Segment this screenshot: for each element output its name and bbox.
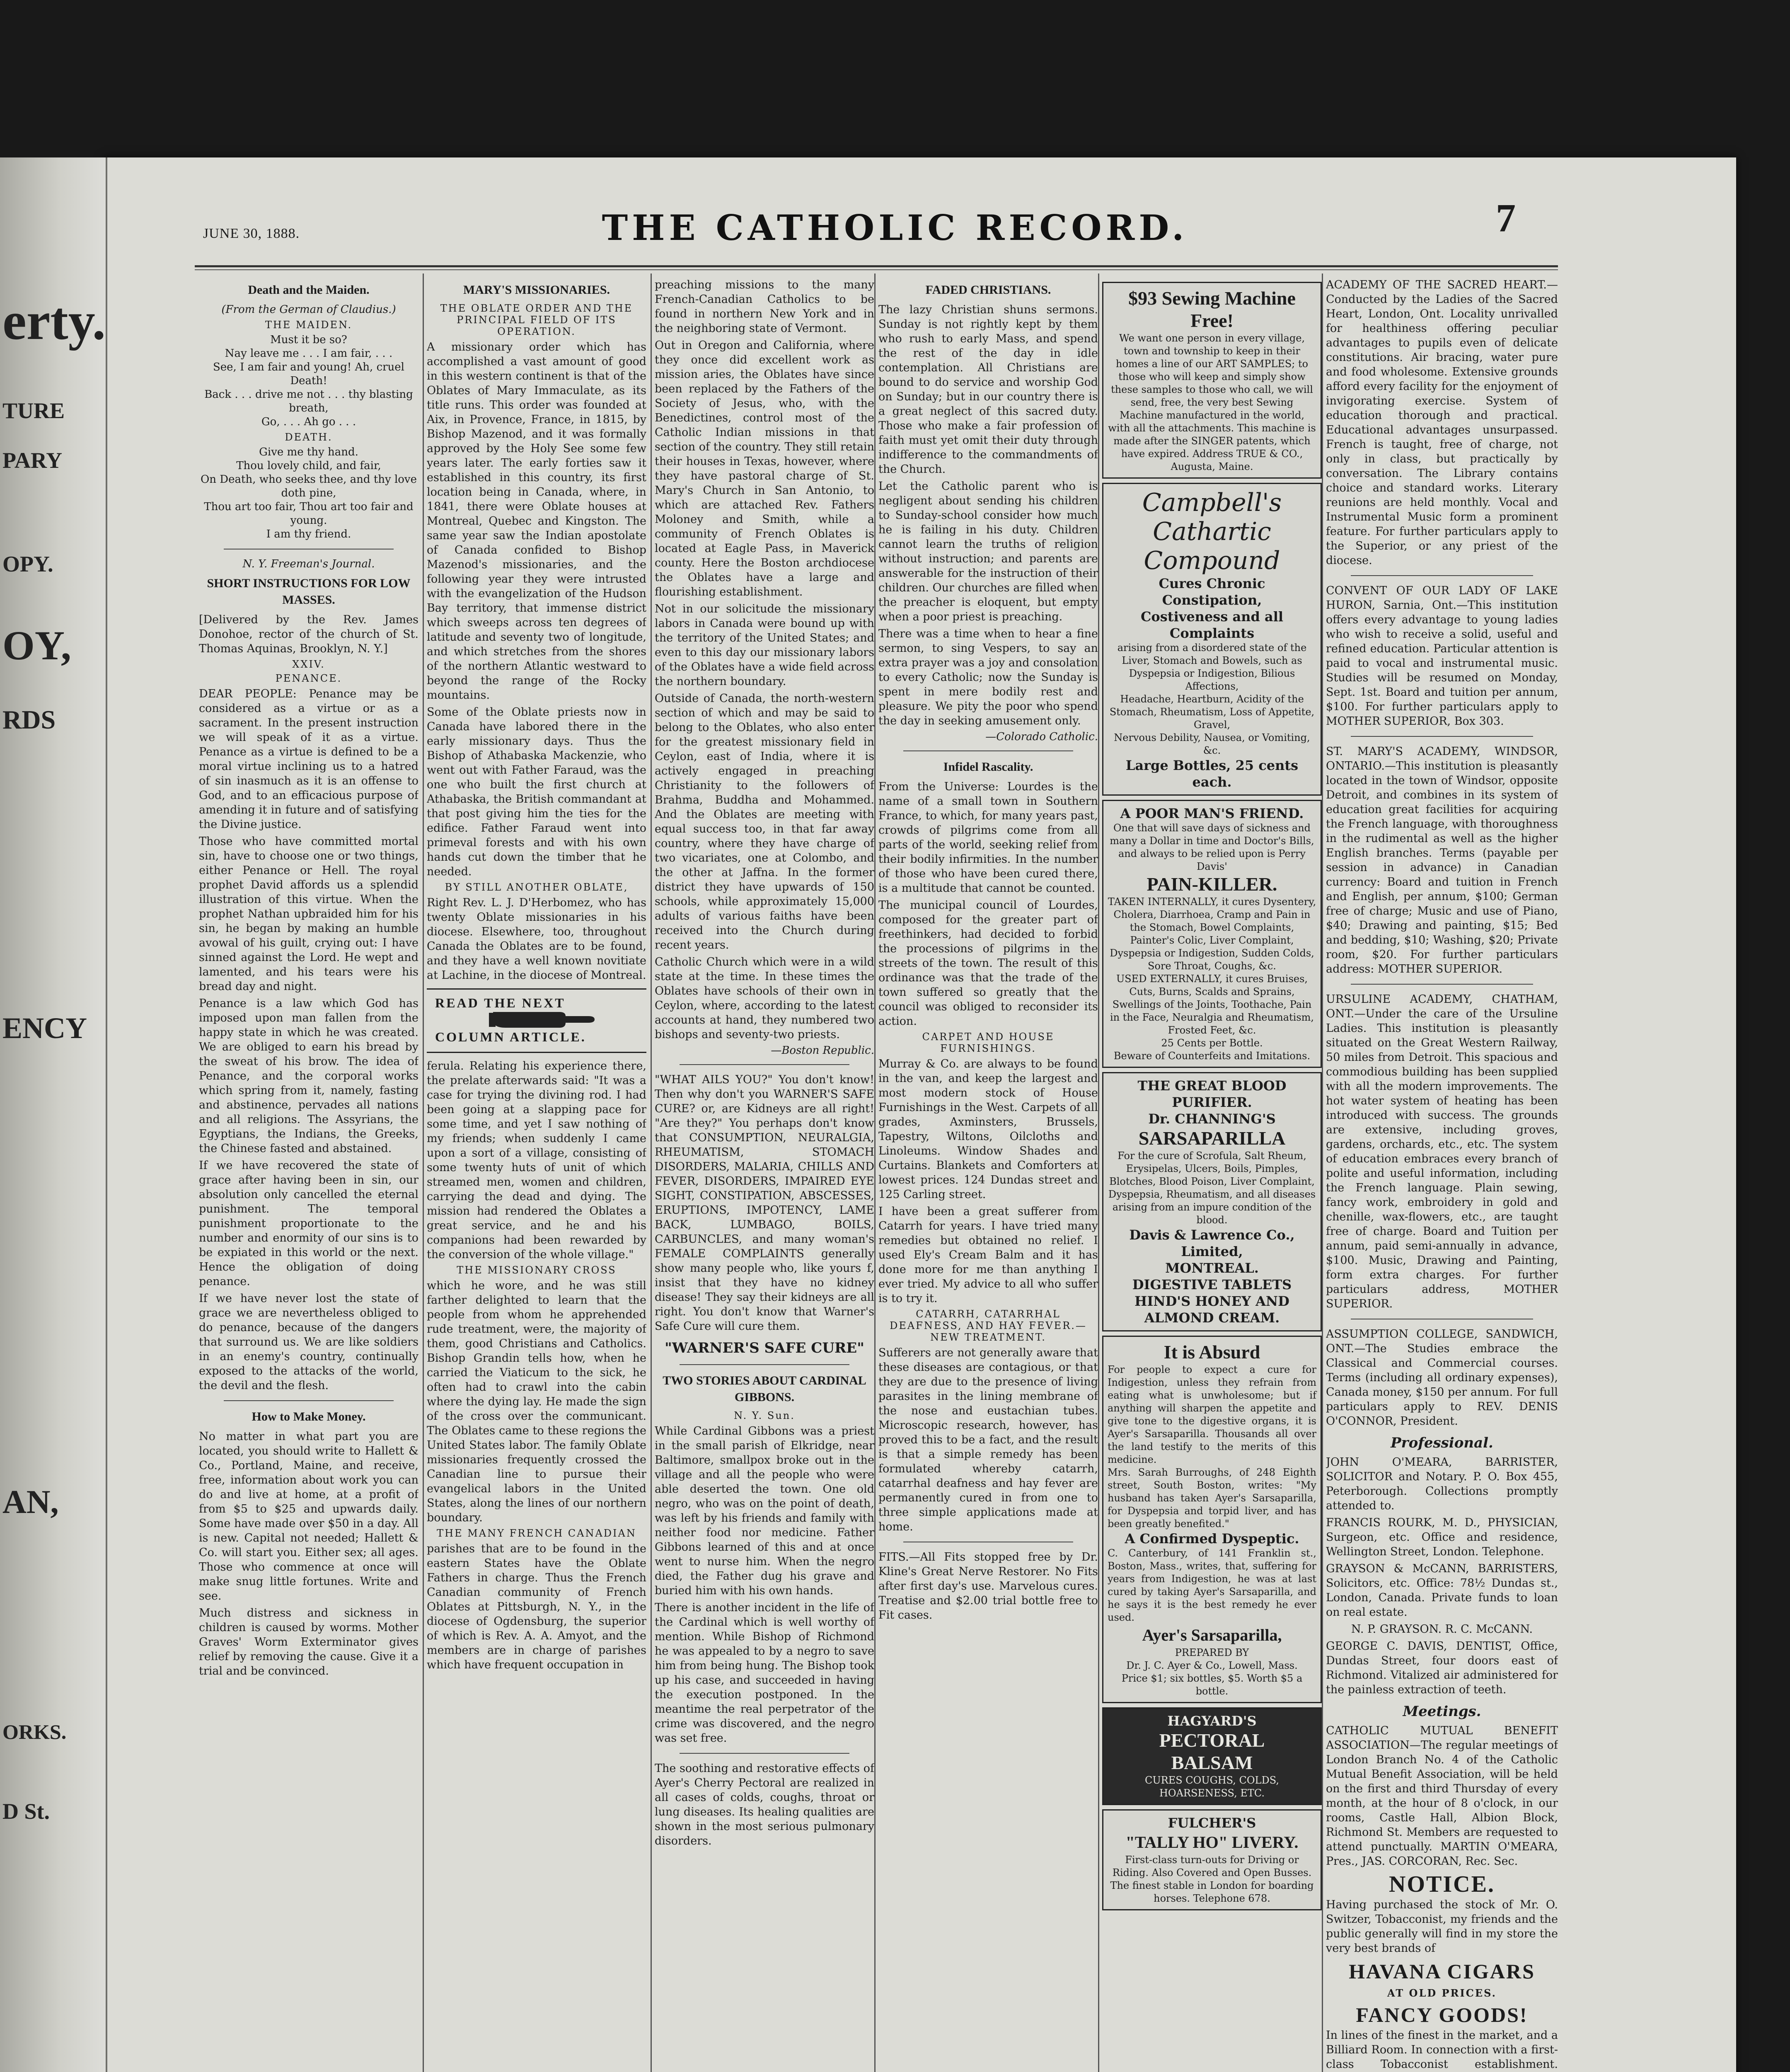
article-paragraph: The municipal council of Lourdes, composed for the greater part of freethinkers, had decided to forbid the processions of pilgrims in the streets of the town. The result of this ordinance was that the trade of the town suffered so greatly that the council was obliged to reconsider its action. — [878, 899, 1098, 1028]
article-paragraph: The lazy Christian shuns sermons. Sunday is not rightly kept by them who rush to early Mass, and spend the rest of the day in idle contemplation. All Christians are bound to do service and worship God on Sunday; but in our country there is a great neglect of this sacred duty. Those who make a fair profession of faith must yet omit their duty through indifference to the commandments of the Church. — [878, 303, 1098, 476]
notice-heading: NOTICE. — [1389, 1871, 1495, 1897]
ad-line: Nervous Debility, Nausea, or Vomiting, &c. — [1114, 732, 1310, 756]
pain-killer-ad — [1102, 800, 1322, 1068]
article-subhead: PENANCE. — [275, 673, 342, 684]
meeting-notice: CATHOLIC MUTUAL BENEFIT ASSOCIATION—The regular meetings of London Branch No. 4 of the Catholic Mutual Benefit Association, will be held on the first and third Thursday of every month, at the hour of 8 o'clock, in our rooms, Castle Hall, Albion Block, Richmond St. Members are requested to attend punctually. MARTIN O'MEARA, Pres., JAS. CORCORAN, Rec. Sec. — [1326, 1724, 1558, 1868]
article-paragraph: Sufferers are not generally aware that these diseases are contagious, or that they are due to the presence of living parasites in the lining membrane of the nose and eustachian tubes. Microscopic research, however, has proved this to be a fact, and the result is that a simple remedy has been formulated whereby catarrh, catarrhal deafness and hay fever are permanently cured in from one to three simple applications made at home. — [878, 1346, 1098, 1533]
article-paragraph: parishes that are to be found in the eastern States have the Oblate Fathers in charge. Thus the French Canadian community of French Oblates at Pittsburgh, N. Y., in the diocese of Ogdensburg, the superior of which is Rev. A. A. Amyot, and the members are in charge of parishes which have frequent occupation in — [427, 1542, 646, 1671]
professional-card: JOHN O'MEARA, BARRISTER, SOLICITOR and Notary. P. O. Box 455, Peterborough. Collections promptly attended to. — [1326, 1456, 1558, 1512]
ad-title: Campbell's — [1142, 488, 1282, 517]
divider — [680, 1364, 849, 1365]
ad-line: Costiveness and all Complaints — [1140, 609, 1284, 641]
article-paragraph: There was a time when to hear a fine sermon, to sing Vespers, to say an extra prayer was a joy and consolation to every Catholic; now the Sunday is spent in mere bodily rest and pleasure. We pity the poor who spend the day in seeking amusement only. — [878, 627, 1098, 727]
article-paragraph: I have been a great sufferer from Catarrh for years. I have tried many remedies but obtained no relief. I used Ely's Cream Balm and it has done more for me than anything I ever tried. My advice to all who suffer is to try it. — [878, 1205, 1098, 1305]
fold-fragment: RDS — [2, 705, 56, 734]
poem-line: Thou art too fair, Thou art too fair and young. — [204, 501, 414, 527]
st-marys-notice: ST. MARY'S ACADEMY, WINDSOR, ONTARIO.—This institution is pleasantly located in the town of Windsor, opposite Detroit, and combines in its system of education great facilities for acquiring the French language, with thoroughness in the rudimental as well as the higher English branches. Terms (payable per session in advance) in Canadian currency: Board and tuition in French and English, per annum, $100; German free of charge; Music and use of Piano, $40; Drawing and painting, $15; Bed and bedding, $10; Washing, $20; Private room, $20. For further particulars address: MOTHER SUPERIOR. — [1326, 745, 1558, 975]
divider — [680, 1753, 849, 1754]
ad-line: Large Bottles, 25 cents each. — [1125, 758, 1299, 790]
ad-title: Ayer's Sarsaparilla, — [1142, 1626, 1282, 1644]
ad-text: One that will save days of sickness and many a Dollar in time and Doctor's Bills, and always to be relied upon is Perry Davis' — [1110, 822, 1314, 872]
fold-fragment: ORKS. — [2, 1720, 67, 1743]
masthead-rule — [195, 265, 1558, 267]
article-paragraph: There is another incident in the life of the Cardinal which is well worthy of mention. While Bishop of Richmond he was appealed to by a negro to save him from being hung. The Bishop took up his case, and succeeded in having the execution postponed. In the meantime the real perpetrator of the crime was discovered, and the negro was set free. — [655, 1601, 874, 1745]
article-source: —Boston Republic. — [771, 1044, 874, 1057]
article-byline: [Delivered by the Rev. James Donohoe, rector of the church of St. Thomas Aquinas, Brooklyn, N. Y.] — [199, 613, 418, 655]
article-subhead: THE MISSIONARY CROSS — [457, 1264, 617, 1276]
column-1 — [199, 278, 418, 2072]
ad-text: Beware of Counterfeits and Imitations. — [1113, 1050, 1311, 1062]
poem-speaker: DEATH. — [285, 431, 333, 443]
ad-title: PAIN-KILLER. — [1147, 874, 1277, 895]
ayers-sarsaparilla-ad — [1102, 1336, 1322, 1703]
ad-title: It is Absurd — [1164, 1341, 1260, 1363]
poem-line: On Death, who seeks thee, and thy love doth pine, — [200, 473, 417, 499]
old-prices-label: AT OLD PRICES. — [1387, 1987, 1497, 1999]
article-paragraph: If we have never lost the state of grace we are nevertheless obliged to do penance, because of the dangers that surround us. We are like soldiers in an enemy's country, continually exposed to the attacks of the world, the devil and the flesh. — [199, 1292, 418, 1392]
column-3 — [655, 278, 874, 2072]
article-paragraph: From the Universe: Lourdes is the name of a small town in Southern France, to which, for many years past, crowds of pilgrims come from all parts of the world, seeking relief from their bodily infirmities. In the number of those who have been cured there, is a multitude that cannot be counted. — [878, 780, 1098, 895]
article-paragraph: The soothing and restorative effects of Ayer's Cherry Pectoral are realized in all cases of colds, coughs, throat or lung diseases. Its healing qualities are shown in the most serious pulmonary disorders. — [655, 1762, 874, 1847]
professional-card: N. P. GRAYSON. R. C. McCANN. — [1351, 1623, 1533, 1636]
fold-fragment: PARY — [2, 448, 63, 473]
professional-card: GRAYSON & McCANN, BARRISTERS, Solicitors, etc. Office: 78½ Dundas st., London, Canada. Private funds to loan on real estate. — [1326, 1562, 1558, 1619]
previous-page-fold — [0, 157, 108, 2072]
notice-text: Having purchased the stock of Mr. O. Switzer, Tobacconist, my friends and the public generally will find in my store the very best brands of — [1326, 1898, 1558, 1955]
poem-line: I am thy friend. — [266, 528, 351, 540]
read-next-banner — [427, 988, 646, 1053]
article-headline: How to Make Money. — [252, 1410, 366, 1423]
article-headline: Infidel Rascality. — [943, 760, 1033, 774]
ad-text: For people to expect a cure for Indigestion, unless they refrain from eating what is unwholesome; but if anything will sharpen the appetite and give tone to the digestive organs, it is Ayer's Sarsaparilla. Thousands all over the land testify to the merits of this medicine. — [1108, 1364, 1316, 1465]
divider — [1351, 984, 1533, 985]
ad-heading: MONTREAL. — [1165, 1260, 1259, 1276]
article-paragraph: DEAR PEOPLE: Penance may be considered as a virtue or as a sacrament. In the present instruction we will speak of it as a virtue. Penance as a virtue is defined to be a moral virtue inclining us to a hatred of sin inasmuch as it is an offense to God, and to an efficacious purpose of amending it in future and of satisfying the Divine justice. — [199, 687, 418, 831]
poem-line: Go, . . . Ah go . . . — [261, 416, 356, 428]
ad-text: TAKEN INTERNALLY, it cures Dysentery, Cholera, Diarrhoea, Cramp and Pain in the Stomach, Bowel Complaints, Painter's Colic, Liver Complaint, Dyspepsia or Indigestion, Sudden Colds, Sore Throat, Coughs, &c. — [1108, 896, 1316, 972]
article-number: XXIV. — [292, 658, 325, 670]
ad-heading: DIGESTIVE TABLETS — [1132, 1277, 1292, 1293]
fold-fragment: D St. — [2, 1799, 50, 1824]
ad-line: arising from a disordered state of the Liver, Stomach and Bowels, such as — [1117, 642, 1307, 666]
hagyard-balsam-ad — [1102, 1707, 1322, 1805]
article-paragraph: Penance is a law which God has imposed upon man fallen from the happy state in which he was created. We are obliged to earn his bread by the sweat of his brow. The idea of Penance, and the corporal works which spring from it, namely, fasting and abstinence, pervades all nations and all religions. The Assyrians, the Egyptians, the Indians, the Greeks, the Chinese fasted and abstained. — [199, 997, 418, 1155]
ad-line: Dyspepsia or Indigestion, Bilious Affections, — [1129, 668, 1295, 692]
column-rule — [1098, 274, 1099, 2072]
article-source: N. Y. Freeman's Journal. — [242, 558, 375, 570]
column-rule — [874, 274, 876, 2072]
ad-title: Compound — [1144, 546, 1280, 575]
article-headline: MARY'S MISSIONARIES. — [463, 283, 610, 297]
fold-line — [106, 157, 107, 2072]
ad-text: For the cure of Scrofula, Salt Rheum, Erysipelas, Ulcers, Boils, Pimples, Blotches, Blood Poison, Liver Complaint, Dyspepsia, Rheumatism, and all diseases arising from an impure condition of the blood. — [1108, 1150, 1316, 1226]
ad-title: "TALLY HO" LIVERY. — [1125, 1833, 1299, 1852]
article-paragraph: Not in our solicitude the missionary labors in Canada were bound up with the territory of the United States; and even to this day our missionary labors of the Oblates have a wide field across the northern boundary. — [655, 603, 874, 688]
masthead-rule-thin — [195, 269, 1558, 270]
column-article-label: COLUMN ARTICLE. — [435, 1029, 586, 1044]
professional-card: GEORGE C. DAVIS, DENTIST, Office, Dundas Street, four doors east of Richmond. Vitalized air administered for the painless extraction of teeth. — [1326, 1640, 1558, 1696]
column-2 — [427, 278, 646, 2072]
article-paragraph: Outside of Canada, the north-western section of which and may be said to belong to the Oblates, who also enter for the greatest missionary field in Ceylon, east of India, where it is actively engaged in preaching Christianity to the followers of Brahma, Buddha and Mohammed. And the Oblates are meeting with equal success too, in that far away country, where they have charge of two vicariates, one at Colombo, and the other at Jaffna. In the former district they have upwards of 150 schools, while approximately 15,000 adults of various faiths have been received into the Church during recent years. — [655, 692, 874, 951]
ad-text: CURES COUGHS, COLDS, HOARSENESS, ETC. — [1145, 1774, 1279, 1799]
article-headline: TWO STORIES ABOUT CARDINAL GIBBONS. — [663, 1374, 866, 1404]
ad-text: First-class turn-outs for Driving or Riding. Also Covered and Open Busses. The finest stable in London for boarding horses. Telephone 678. — [1110, 1854, 1314, 1904]
channing-sarsaparilla-ad — [1102, 1072, 1322, 1331]
ad-heading: Dr. CHANNING'S — [1148, 1111, 1276, 1127]
ad-heading: Davis & Lawrence Co., Limited, — [1129, 1227, 1295, 1259]
assumption-notice: ASSUMPTION COLLEGE, SANDWICH, ONT.—The Studies embrace the Classical and Commercial courses. Terms (including all ordinary expenses), Canada money, $150 per annum. For full particulars apply to REV. DENIS O'CONNOR, President. — [1326, 1328, 1558, 1428]
article-subhead: BY STILL ANOTHER OBLATE, — [445, 881, 629, 893]
sewing-machine-ad — [1102, 282, 1322, 479]
divider — [903, 750, 1073, 751]
article-paragraph: Much distress and sickness in children is caused by worms. Mother Graves' Worm Exterminator gives relief by removing the cause. Give it a trial and be convinced. — [199, 1607, 418, 1677]
column-rule — [423, 274, 424, 2072]
article-paragraph: preaching missions to the many French-Canadian Catholics to be found in northern New York and in the neighboring state of Vermont. — [655, 278, 874, 335]
issue-date: JUNE 30, 1888. — [203, 226, 300, 241]
poem-subtitle: (From the German of Claudius.) — [221, 303, 396, 316]
section-heading: Meetings. — [1403, 1703, 1481, 1720]
ad-title: $93 Sewing Machine Free! — [1128, 288, 1296, 331]
column-rule — [651, 274, 652, 2072]
fold-fragment: ENCY — [2, 1012, 87, 1045]
poem-line: See, I am fair and young! Ah, cruel Death! — [213, 361, 405, 387]
article-paragraph: Murray & Co. are always to be found in the van, and keep the largest and most modern stock of House Furnishings in the West. Carpets of all grades, Axminsters, Brussels, Tapestry, Wiltons, Oilcloths and Linoleums. Window Shades and Curtains. Blankets and Comforters at lowest prices. 124 Dundas street and 125 Carling street. — [878, 1058, 1098, 1201]
poem-line: Nay leave me . . . I am fair, . . . — [225, 347, 393, 360]
poem-line: Give me thy hand. — [259, 446, 358, 458]
ad-text: Price $1; six bottles, $5. Worth $5 a bottle. — [1121, 1673, 1303, 1697]
poem-line: Back . . . drive me not . . . thy blasting breath, — [204, 388, 413, 414]
column-rule — [1322, 274, 1323, 2072]
convent-notice: CONVENT OF OUR LADY OF LAKE HURON, Sarnia, Ont.—This institution offers every advantage to young ladies who wish to receive a solid, useful and refined education. Particular attention is paid to vocal and instrumental music. Studies will be resumed on Monday, Sept. 1st. Board and tuition per annum, $100. For further particulars apply to MOTHER SUPERIOR, Box 303. — [1326, 584, 1558, 728]
ad-text: Dr. J. C. Ayer & Co., Lowell, Mass. — [1126, 1660, 1298, 1671]
ad-heading: A POOR MAN'S FRIEND. — [1120, 806, 1304, 821]
section-heading: Professional. — [1391, 1435, 1493, 1451]
article-paragraph: Some of the Oblate priests now in Canada have labored there in the early missionary days. Thus the Bishop of Athabaska Mackenzie, who went out with Father Faraud, was the one who built the first church at Athabaska, the British commandant at that post giving him the ties for the edifice. Father Faraud went into primeval forests and with his own hands cut down the timber that he needed. — [427, 706, 646, 878]
divider — [224, 1400, 394, 1401]
column-6 — [1326, 278, 1558, 2072]
ursuline-notice: URSULINE ACADEMY, CHATHAM, ONT.—Under the care of the Ursuline Ladies. This institution is pleasantly situated on the Great Western Railway, 50 miles from Detroit. This spacious and commodious building has been supplied with all the modern improvements. The hot water system of heating has been introduced with success. The grounds are extensive, including groves, gardens, orchards, etc., etc. The system of education embraces every branch of polite and useful information, including the French language. Plain sewing, fancy work, embroidery in gold and chenille, wax-flowers, etc., are taught free of charge. Board and Tuition per annum, paid semi-annually in advance, $100. Music, Drawing and Painting, form extra charges. For further particulars address, MOTHER SUPERIOR. — [1326, 993, 1558, 1310]
ad-title: Cathartic — [1153, 517, 1271, 546]
article-paragraph: FITS.—All Fits stopped free by Dr. Kline's Great Nerve Restorer. No Fits after first day's use. Marvelous cures. Treatise and $2.00 trial bottle free to Fit cases. — [878, 1551, 1098, 1622]
ad-text: 25 Cents per Bottle. — [1161, 1037, 1263, 1049]
ad-text: We want one person in every village, town and township to keep in their homes a line of our ART SAMPLES; to those who will keep and simply show these samples to those who call, we will send, free, the very best Sewing Machine manufactured in the world, with all the attachments. This machine is made after the SINGER patents, which have expired. Address TRUE & CO., Augusta, Maine. — [1108, 332, 1316, 472]
ad-line: Cures Chronic Constipation, — [1159, 576, 1265, 608]
havana-heading: HAVANA CIGARS — [1349, 1960, 1535, 1983]
ad-text: C. Canterbury, of 141 Franklin st., Boston, Mass., writes, that, suffering for years from Indigestion, he was at last cured by taking Ayer's Sarsaparilla, and he says it is the best remedy he ever used. — [1108, 1547, 1316, 1623]
ad-heading: HAGYARD'S — [1167, 1713, 1257, 1729]
newspaper-title: THE CATHOLIC RECORD. — [602, 207, 1188, 248]
ad-text: USED EXTERNALLY, it cures Bruises, Cuts, Burns, Scalds and Sprains, Swellings of the Joints, Toothache, Pain in the Face, Neuralgia and Rheumatism, Frosted Feet, &c. — [1110, 973, 1314, 1036]
article-subhead: CARPET AND HOUSE FURNISHINGS. — [922, 1031, 1055, 1054]
article-paragraph: While Cardinal Gibbons was a priest in the small parish of Elkridge, near Baltimore, smallpox broke out in the village and all the people who were able deserted the town. One old negro, who was on the point of death, was left by his friends and family with neither food nor medicine. Father Gibbons learned of this and at once went to nurse him. When the negro died, the Father dug his grave and buried him with his own hands. — [655, 1425, 874, 1597]
article-subhead: THE MANY FRENCH CANADIAN — [437, 1527, 636, 1539]
article-paragraph: Those who have committed mortal sin, have to choose one or two things, either Penance or Hell. The royal prophet David affords us a splendid illustration of this virtue. When the prophet Nathan upbraided him for his sin, he began by making an humble avowal of his guilt, crying out: I have sinned against the Lord. He wept and lamented, and his tears were his bread day and night. — [199, 835, 418, 993]
article-subheadline: THE OBLATE ORDER AND THE PRINCIPAL FIELD OF ITS OPERATION. — [440, 303, 633, 337]
article-source: —Colorado Catholic. — [985, 731, 1098, 743]
article-paragraph: which he wore, and he was still farther delighted to learn that the people from whom he apprehended rude treatment, were, the majority of them, good Christians and Catholics. Bishop Grandin tells how, when he carried the Viaticum to the sick, he often had to crawl into the cabin where the dying lay. He made the sign of the cross over the communicant. The Oblates came to these regions the United States labor. The family Oblate missionaries frequently crossed the Canadian line to pursue their evangelical labors in the United States, along the lines of our northern boundary. — [427, 1279, 646, 1524]
column-4 — [878, 278, 1098, 2072]
column-5 — [1102, 278, 1322, 2072]
poem-line: Must it be so? — [270, 334, 347, 346]
article-subhead: CATARRH, CATARRHAL DEAFNESS, AND HAY FEVER.—NEW TREATMENT. — [890, 1308, 1087, 1343]
ad-line: Headache, Heartburn, Acidity of the Stomach, Rheumatism, Loss of Appetite, Gravel, — [1109, 693, 1315, 731]
pointing-hand-icon — [489, 1004, 613, 1033]
divider — [1351, 736, 1533, 737]
page-number: 7 — [1496, 196, 1516, 240]
article-paragraph: ferula. Relating his experience there, the prelate afterwards said: "It was a case for trying the divining rod. I had been going at a slapping pace for some time, and yet I saw nothing of my friends; when suddenly I came upon a sort of a village, consisting of some twenty huts of unit of which streamed men, women and children, carrying the dead and dying. The mission had rendered the Oblates a great service, and he and his companions had been rewarded by the conversion of the whole village." — [427, 1060, 646, 1261]
fancy-goods-heading: FANCY GOODS! — [1356, 2003, 1528, 2026]
ad-heading: A Confirmed Dyspeptic. — [1125, 1531, 1299, 1547]
article-headline: SHORT INSTRUCTIONS FOR LOW MASSES. — [207, 576, 411, 607]
campbell-cathartic-ad — [1102, 483, 1322, 796]
article-paragraph: A missionary order which has accomplished a vast amount of good in this western continent is that of the Oblates of Mary Immaculate, as its title runs. This order was founded at Aix, in Provence, France, in 1815, by Bishop Mazenod, and it was formally approved by the Holy See some few years later. The early forties saw it established in this country, its first location being in Canada, where, in 1841, there were Oblate houses at Montreal, Quebec and Kingston. The same year saw the Indian apostolate of Canada confided to Bishop Mazenod's missionaries, and the following year they were intrusted with the evangelization of the Hudson Bay territory, that immense district which sweeps across ten degrees of latitude and seventy two of longitude, and which stretches from the shores of the northern Atlantic westward to beyond the range of the Rocky mountains. — [427, 341, 646, 702]
divider — [680, 1064, 849, 1065]
article-paragraph: Catholic Church which were in a wild state at the time. In these times the Oblates have schools of their own in Ceylon, where, according to the latest accounts at hand, they numbered two bishops and seventy-two priests. — [655, 956, 874, 1041]
academy-notice: ACADEMY OF THE SACRED HEART.—Conducted by the Ladies of the Sacred Heart, London, Ont. Locality unrivalled for healthiness offering peculiar advantages to pupils even of delicate constitutions. Air bracing, water pure and food wholesome. Extensive grounds afford every facility for the enjoyment of invigorating exercise. System of education thorough and practical. Educational advantages unsurpassed. French is taught, free of charge, not only in class, but practically by conversation. The Library contains choice and standard works. Literary reunions are held monthly. Vocal and Instrumental Music form a prominent feature. For further particulars apply to the Superior, or any priest of the diocese. — [1326, 278, 1558, 567]
poem-title: Death and the Maiden. — [248, 283, 370, 297]
ad-text: Mrs. Sarah Burroughs, of 248 Eighth street, South Boston, writes: "My husband has taken Ayer's Sarsaparilla, for Dyspepsia and torpid liver, and has been greatly benefited." — [1108, 1467, 1316, 1530]
tally-ho-livery-ad — [1102, 1809, 1322, 1910]
poem-line: Thou lovely child, and fair, — [236, 460, 381, 472]
poem-speaker: THE MAIDEN. — [265, 319, 353, 331]
article-source: N. Y. Sun. — [734, 1410, 795, 1421]
article-headline: FADED CHRISTIANS. — [925, 283, 1051, 297]
ad-text: PREPARED BY — [1175, 1647, 1249, 1658]
advertisement-text: "WHAT AILS YOU?" You don't know! Then why don't you WARNER'S SAFE CURE? or, are Kidneys are all right! "Are they?" You perhaps don't know that CONSUMPTION, NEURALGIA, RHEUMATISM, STOMACH DISORDERS, MALARIA, CHILLS AND FEVER, DISORDERS, IMPAIRED EYE SIGHT, CONSTIPATION, ABSCESSES, ERUPTIONS, IMPOTENCY, LAME BACK, LUMBAGO, BOILS, CARBUNCLES, and many woman's FEMALE COMPLAINTS generally show many people who, like yours f, insist that they have no kidney disease! They say their kidneys are all right. You don't know that Warner's Safe Cure will cure them. — [655, 1073, 874, 1333]
advertisement-title: "WARNER'S SAFE CURE" — [665, 1340, 864, 1356]
ad-title: PECTORAL — [1159, 1730, 1265, 1751]
ad-heading: FULCHER'S — [1168, 1815, 1256, 1831]
fold-fragment: OY, — [2, 622, 71, 668]
ad-title: SARSAPARILLA — [1138, 1128, 1286, 1149]
article-paragraph: No matter in what part you are located, you should write to Hallett & Co., Portland, Maine, and receive, free, information about work you can do and live at home, at a profit of from $5 to $25 and upwards daily. Some have made over $50 in a day. All is new. Capital not needed; Hallett & Co. will start you. Either sex; all ages. Those who commence at once will make snug little fortunes. Write and see. — [199, 1430, 418, 1602]
fold-fragment: AN, — [2, 1484, 59, 1520]
professional-card: FRANCIS ROURK, M. D., PHYSICIAN, Surgeon, etc. Office and residence, Wellington Street, London. Telephone. — [1326, 1516, 1558, 1558]
fold-fragment: erty. — [2, 291, 106, 351]
article-paragraph: Let the Catholic parent who is negligent about sending his children to Sunday-school consider how much he is failing in his duty. Children cannot learn the truths of religion without instruction; and parents are answerable for the instruction of their children. Our churches are filled when the preacher is eloquent, but empty when a poor priest is preaching. — [878, 480, 1098, 623]
divider — [1351, 575, 1533, 576]
fold-fragment: TURE — [2, 398, 65, 423]
fancy-goods-text: In lines of the finest in the market, and a Billiard Room. In connection with a first-class Tobacconist establishment. — [1326, 2029, 1558, 2071]
ad-heading: HIND'S HONEY AND ALMOND CREAM. — [1134, 1293, 1289, 1326]
article-paragraph: If we have recovered the state of grace after having been in sin, our absolution only cancelled the eternal punishment. The temporal punishment proportionate to the number and enormity of our sins is to be expiated in this world or the next. Hence the obligation of doing penance. — [199, 1159, 418, 1288]
ad-heading: THE GREAT BLOOD PURIFIER. — [1137, 1078, 1287, 1110]
ad-title: BALSAM — [1171, 1752, 1253, 1773]
article-paragraph: Out in Oregon and California, where they once did excellent work as mission aries, the Oblates have since been replaced by the Fathers of the Society of Jesus, who, with the Benedictines, control most of the Catholic Indian missions in that section of the country. They still retain their houses in Texas, however, where they have pastoral charge of St. Mary's Church in San Antonio, to which are attached Rev. Fathers Moloney and Smith, while a community of French Oblates is located at Eagle Pass, in Maverick county. Here the Boston archdiocese the Oblates have a large and flourishing establishment. — [655, 339, 874, 598]
fold-fragment: OPY. — [2, 552, 53, 576]
article-paragraph: Right Rev. L. J. D'Herbomez, who has twenty Oblate missionaries in his diocese. Elsewhere, too, throughout Canada the Oblates are to be found, and they have a well known novitiate at Lachine, in the diocese of Montreal. — [427, 896, 646, 982]
read-next-label: READ THE NEXT — [435, 995, 566, 1010]
